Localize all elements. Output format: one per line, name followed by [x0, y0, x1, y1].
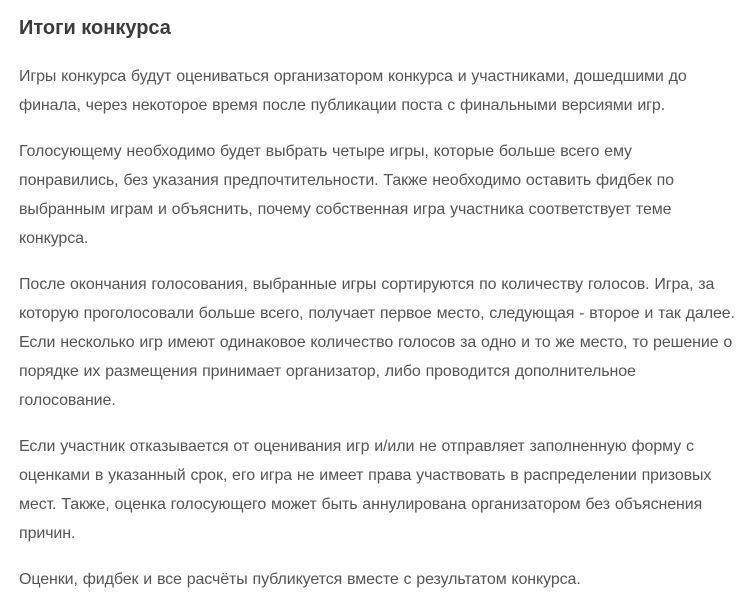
paragraph-voting-rules: Голосующему необходимо будет выбрать четыре игры, которые больше всего ему понравились, без указания предпочтительности. Также необходимо оставить фидбек по выбранным играм и объяснить, почему собственная игра участника соответствует теме конкурса.: [19, 143, 674, 247]
paragraph-evaluation-overview: Игры конкурса будут оцениваться организатором конкурса и участниками, дошедшими до финала, через некоторое время после публикации поста с финальными версиями игр.: [19, 68, 687, 114]
paragraph-refusal-consequences: Если участник отказывается от оценивания игр и/или не отправляет заполненную форму с оценками в указанный срок, его игра не имеет права участвовать в распределении призовых мест. Также, оценка голосующего может быть аннулирована организатором без объяснения причин.: [19, 438, 712, 542]
paragraph-sorting-results: После окончания голосования, выбранные игры сортируются по количеству голосов. Игра, за которую проголосовали больше всего, получает первое место, следующая - второе и так далее. Если несколько игр имеют одинаковое количество голосов за одно и то же место, то решение о порядке их размещения принимает организатор, либо проводится дополнительное голосование.: [19, 276, 735, 409]
paragraph-publication-note: Оценки, фидбек и все расчёты публикуется вместе с результатом конкурса.: [19, 571, 581, 588]
page-title: Итоги конкурса: [19, 17, 171, 39]
